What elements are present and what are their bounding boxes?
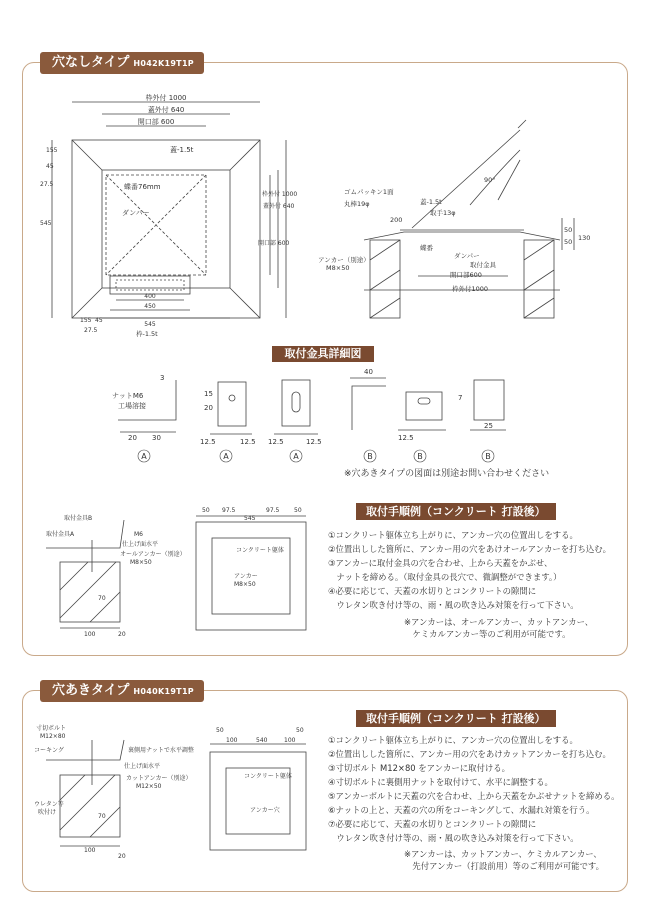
dim-d40: 40 (364, 368, 373, 376)
dim-left-27: 27.5 (40, 181, 54, 188)
dim-d3: 3 (160, 374, 165, 382)
step2-1: ①コンクリート躯体立ち上がりに、アンカー穴の位置出しをする。 (328, 735, 578, 745)
label-anchor-size: M8×50 (326, 264, 350, 272)
letter-b2: B (417, 452, 423, 461)
dim-d12c: 12.5 (268, 438, 284, 446)
letter-a2: A (223, 452, 229, 461)
step-2: ②位置出しした箇所に、アンカー用の穴をあけオールアンカーを打ち込む。 (328, 544, 612, 554)
urethane-label: ウレタン等 (34, 801, 64, 808)
bolt-label: 寸切ボルト (36, 725, 67, 732)
label-hinge: 蝶番76mm (124, 183, 161, 191)
dim-d20b: 20 (204, 404, 213, 412)
dim-j100a: 100 (226, 737, 238, 744)
dim-i97b: 97.5 (266, 507, 280, 514)
spray-label: 吹付け (38, 809, 57, 816)
dim-d20: 20 (128, 434, 137, 442)
anchor-label: アンカー (234, 573, 258, 580)
label-gasket: ゴムパッキン1面 (344, 188, 394, 196)
step-1: ①コンクリート躯体立ち上がりに、アンカー穴の位置出しをする。 (328, 530, 578, 540)
dim-i50b: 50 (294, 507, 302, 514)
step-3b: ナットを締める。（取付金具の長穴で、微調整ができます。） (328, 572, 562, 582)
label-anchor: アンカー（別途） (318, 256, 370, 264)
dim-bottom-400: 400 (144, 293, 156, 300)
model-code: H042K19T1P (133, 59, 194, 68)
step-4b: ウレタン吹き付け等の、雨・風の吹き込み対策を行って下さい。 (328, 600, 579, 610)
dim-bl-45: 45 (95, 317, 103, 324)
anchor-size: M8×50 (234, 581, 256, 588)
dim-d7: 7 (458, 394, 463, 402)
all-anchor-size: M8×50 (130, 559, 152, 566)
concrete-label-2: コンクリート躯体 (244, 773, 292, 780)
dim-d15: 15 (204, 390, 213, 398)
label-lid: 蓋-1.5t (170, 146, 194, 154)
dim-d25: 25 (484, 422, 493, 430)
label-hinge2: 蝶番 (420, 244, 433, 252)
dim-bottom-545: 545 (144, 321, 156, 328)
dim-130: 130 (578, 234, 591, 242)
dim-d12e: 12.5 (398, 434, 414, 442)
anchor-hole-label: アンカー穴 (250, 807, 280, 814)
nut-adjust-label: 裏側用ナットで水平調整 (128, 747, 194, 754)
note-1a: ※アンカーは、オールアンカー、カットアンカー、 (404, 617, 594, 627)
label-angle: 90° (484, 176, 496, 184)
dim-d30: 30 (152, 434, 161, 442)
step-4: ④必要に応じて、天蓋の水切りとコンクリートの隙間に (328, 586, 537, 596)
dim-i545: 545 (244, 515, 256, 522)
install-title-1: 取付手順例（コンクリート 打設後） (356, 503, 556, 520)
caulking-label: コーキング (34, 747, 64, 754)
notes-2 (404, 848, 604, 872)
step2-5: ⑤アンカーボルトに天蓋の穴を合わせ、上から天蓋をかぶせナットを締める。 (328, 791, 620, 801)
label-shaft: 丸棒19φ (344, 200, 370, 208)
dim-right-opening: 開口部 600 (258, 240, 290, 247)
label-lid2: 蓋-1.5t (420, 198, 442, 206)
fitting-b-label: 取付金具B (64, 515, 93, 522)
dim-j20: 20 (118, 853, 126, 860)
model-code-2: H040K19T1P (133, 687, 194, 696)
dim-bl-155: 155 (80, 317, 92, 324)
fitting-a-label: 取付金具A (46, 531, 75, 538)
dim-d12d: 12.5 (306, 438, 322, 446)
dim-frame-outer: 枠外付 1000 (145, 94, 187, 102)
dim-j50a: 50 (216, 727, 224, 734)
letter-a1: A (141, 452, 147, 461)
step2-2: ②位置出しした箇所に、アンカー用の穴をあけカットアンカーを打ち込む。 (328, 749, 611, 759)
dim-200: 200 (390, 216, 403, 224)
dim-lid-outer: 蓋外付 640 (147, 106, 185, 114)
dim-left-45: 45 (46, 163, 54, 170)
all-anchor-label: オールアンカー（別途） (120, 551, 186, 558)
letter-b1: B (367, 452, 373, 461)
step2-6: ⑥ナットの上と、天蓋の穴の所をコーキングして、水漏れ対策を行う。 (328, 805, 595, 815)
dim-j100b: 100 (284, 737, 296, 744)
cut-anchor-label: カットアンカー（別途） (126, 775, 192, 782)
note-2a: ※アンカーは、カットアンカー、ケミカルアンカー、 (404, 849, 602, 859)
finish-label: 仕上げ面水平 (122, 541, 159, 548)
m6-label: M6 (134, 531, 143, 538)
dim-right-lid: 蓋外付 640 (263, 203, 295, 210)
section-title: 穴なしタイプ (52, 55, 130, 70)
install-steps-2 (328, 733, 620, 845)
dim-bl-27: 27.5 (84, 327, 98, 334)
dim-left-545: 545 (40, 220, 52, 227)
dim-d12a: 12.5 (200, 438, 216, 446)
label-frame-outer: 枠外付1000 (452, 285, 489, 293)
dim-i50a: 50 (202, 507, 210, 514)
step-3: ③アンカーに取付金具の穴を合わせ、上から天蓋をかぶせ、 (328, 558, 553, 568)
label-damper: ダンパー (122, 209, 150, 217)
letter-b3: B (485, 452, 491, 461)
step2-7: ⑦必要に応じて、天蓋の水切りとコンクリートの隙間に (328, 819, 537, 829)
weld-label: 工場溶接 (118, 402, 146, 410)
dim-j70: 70 (98, 813, 106, 820)
step2-7b: ウレタン吹き付け等の、雨・風の吹き込み対策を行って下さい。 (328, 833, 579, 843)
dim-50a: 50 (564, 226, 573, 234)
section-title-2: 穴あきタイプ (52, 683, 130, 698)
nut-label: ナットM6 (112, 392, 144, 400)
dim-j540: 540 (256, 737, 268, 744)
dim-opening: 開口部 600 (137, 118, 175, 126)
finish-label-2: 仕上げ面水平 (124, 763, 161, 770)
dim-50b: 50 (564, 238, 573, 246)
install-title-2: 取付手順例（コンクリート 打設後） (356, 710, 556, 727)
step2-3: ③寸切ボルト M12×80 をアンカーに取付ける。 (328, 763, 511, 773)
concrete-label: コンクリート躯体 (236, 547, 284, 554)
note-1b: ケミカルアンカー等のご利用が可能です。 (404, 629, 571, 639)
dim-j100: 100 (84, 847, 96, 854)
dim-i20: 20 (118, 631, 126, 638)
dim-i97a: 97.5 (222, 507, 236, 514)
dim-right-frame: 枠外付 1000 (262, 191, 298, 198)
dim-left-155: 155 (46, 147, 58, 154)
dim-i100: 100 (84, 631, 96, 638)
bolt-size: M12×80 (40, 733, 66, 740)
dim-d12b: 12.5 (240, 438, 256, 446)
cut-anchor-size: M12×50 (136, 783, 162, 790)
label-fitting: 取付金具 (470, 261, 496, 269)
label-damper2: ダンパー (454, 252, 480, 260)
label-frame: 枠-1.5t (136, 330, 158, 338)
note-2b: 先付アンカー（打設前用）等のご利用が可能です。 (404, 861, 604, 871)
label-handle: 取手13φ (430, 209, 456, 217)
dim-j50b: 50 (296, 727, 304, 734)
dim-bottom-450: 450 (144, 303, 156, 310)
step2-4: ④寸切ボルトに裏側用ナットを取付けて、水平に調整する。 (328, 777, 553, 787)
dim-i70: 70 (98, 595, 106, 602)
label-opening: 開口部600 (450, 271, 482, 279)
detail-title: 取付金具詳細図 (272, 346, 374, 362)
letter-a3: A (293, 452, 299, 461)
detail-note: ※穴あきタイプの図面は別途お問い合わせください (344, 469, 550, 479)
